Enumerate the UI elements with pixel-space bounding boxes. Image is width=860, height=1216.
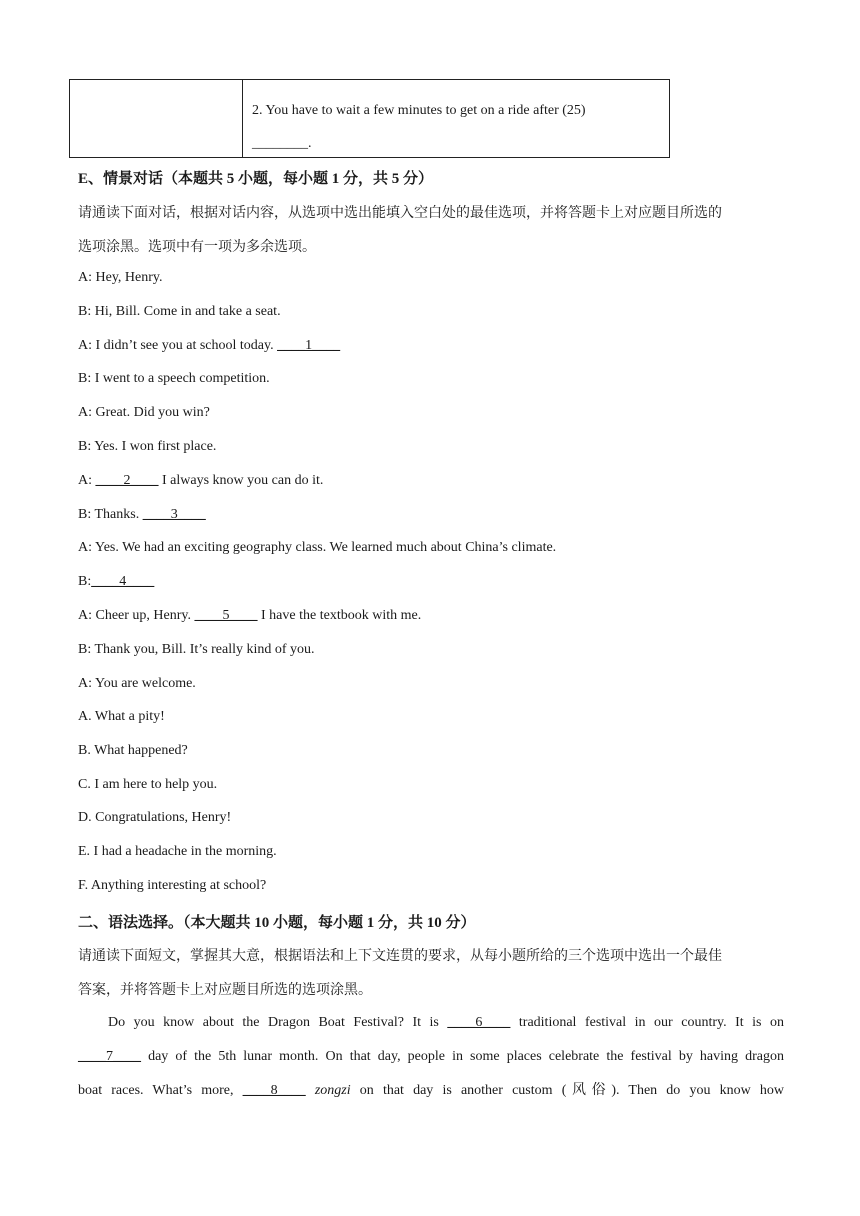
dialogue-line — [78, 540, 556, 556]
dialogue-text: A: Hey, Henry. — [78, 270, 163, 285]
dialogue-text: A: Cheer up, Henry. — [78, 608, 195, 623]
dialogue-text: B: Yes. I won first place. — [78, 439, 217, 454]
dialogue-blank: ____4____ — [91, 574, 155, 590]
section-e-instruction-line2: 选项涂黑。选项中有一项为多余选项。 — [78, 240, 316, 255]
dialogue-text: A: You are welcome. — [78, 675, 196, 691]
passage-text: boat races. What’s more, — [78, 1083, 243, 1098]
dialogue-text: A: Yes. We had an exciting geography class. We learned much about China’s climate. — [78, 540, 557, 556]
dialogue-text: A: — [78, 472, 96, 488]
dialogue-text: I have the textbook with me. — [257, 608, 422, 623]
dialogue-text: B: Hi, Bill. Come in and take a seat. — [78, 303, 281, 319]
dialogue-text: B: I went to a speech competition. — [78, 371, 270, 387]
dialogue-line — [78, 608, 421, 624]
dialogue-line — [78, 473, 323, 489]
table-column-divider — [242, 80, 243, 157]
passage-text: Do you know about the Dragon Boat Festival? It is — [108, 1015, 448, 1030]
section-2-instruction-line2: 答案，并将答题卡上对应题目所选的选项涂黑。 — [78, 983, 372, 998]
section-e-instruction-line1: 请通读下面对话，根据对话内容，从选项中选出能填入空白处的最佳选项，并将答题卡上对应题目所选的 — [78, 206, 722, 221]
blank-6: ____6____ — [447, 1015, 511, 1030]
dialogue-line — [78, 507, 206, 523]
passage-italic-word: zongzi — [314, 1083, 351, 1098]
blank-8: ____8____ — [242, 1083, 306, 1098]
dialogue-line — [78, 338, 340, 354]
dialogue-text: A: Great. Did you win? — [78, 405, 210, 421]
section-2-heading: 二、语法选择。（本大题共 10 小题，每小题 1 分，共 10 分） — [78, 915, 476, 931]
dialogue-line — [78, 642, 315, 658]
option-item: D. Congratulations, Henry! — [78, 810, 232, 826]
option-item: C. I am here to help you. — [78, 776, 218, 792]
dialogue-text: A: I didn’t see you at school today. — [78, 337, 278, 353]
dialogue-text: B: Thanks. — [78, 506, 143, 522]
passage-line-2 — [78, 1040, 784, 1074]
dialogue-blank: ____5____ — [194, 608, 258, 623]
passage-text: on that day is another custom (风俗). Then do you know how — [350, 1083, 785, 1098]
dialogue-line — [78, 405, 210, 421]
option-item: F. Anything interesting at school? — [78, 878, 267, 893]
table-cell-blank: ________. — [252, 136, 312, 151]
dialogue-line — [78, 371, 270, 387]
dialogue-blank: ____2____ — [95, 472, 159, 488]
dialogue-blank: ____1____ — [277, 337, 341, 353]
option-item: E. I had a headache in the morning. — [78, 844, 277, 860]
blank-7: ____7____ — [78, 1049, 141, 1064]
option-item: B. What happened? — [78, 742, 188, 758]
dialogue-line — [78, 439, 216, 455]
dialogue-blank: ____3____ — [142, 506, 206, 522]
dialogue-line — [78, 676, 196, 692]
passage-line-3 — [78, 1074, 784, 1108]
passage-line-1 — [78, 1006, 784, 1040]
table-cell-text: 2. You have to wait a few minutes to get on a ride after (25) — [252, 103, 586, 118]
section-e-heading: E、情景对话（本题共 5 小题，每小题 1 分，共 5 分） — [78, 171, 434, 187]
question-table — [69, 79, 670, 158]
passage-text: day of the 5th lunar month. On that day, people in some places celebrate the festival by having dragon — [141, 1049, 784, 1064]
table-cell-question-25 — [252, 94, 661, 160]
dialogue-line — [78, 304, 281, 320]
dialogue-line — [78, 574, 154, 590]
dialogue-text: B: Thank you, Bill. It’s really kind of you. — [78, 641, 315, 657]
option-item: A. What a pity! — [78, 709, 165, 724]
dialogue-text: I always know you can do it. — [158, 472, 324, 488]
section-2-instruction-line1: 请通读下面短文，掌握其大意，根据语法和上下文连贯的要求，从每小题所给的三个选项中选出一个最佳 — [78, 949, 722, 964]
dialogue-line — [78, 270, 163, 286]
passage-text: traditional festival in our country. It is on — [510, 1015, 785, 1030]
dialogue-text: B: — [78, 574, 92, 590]
